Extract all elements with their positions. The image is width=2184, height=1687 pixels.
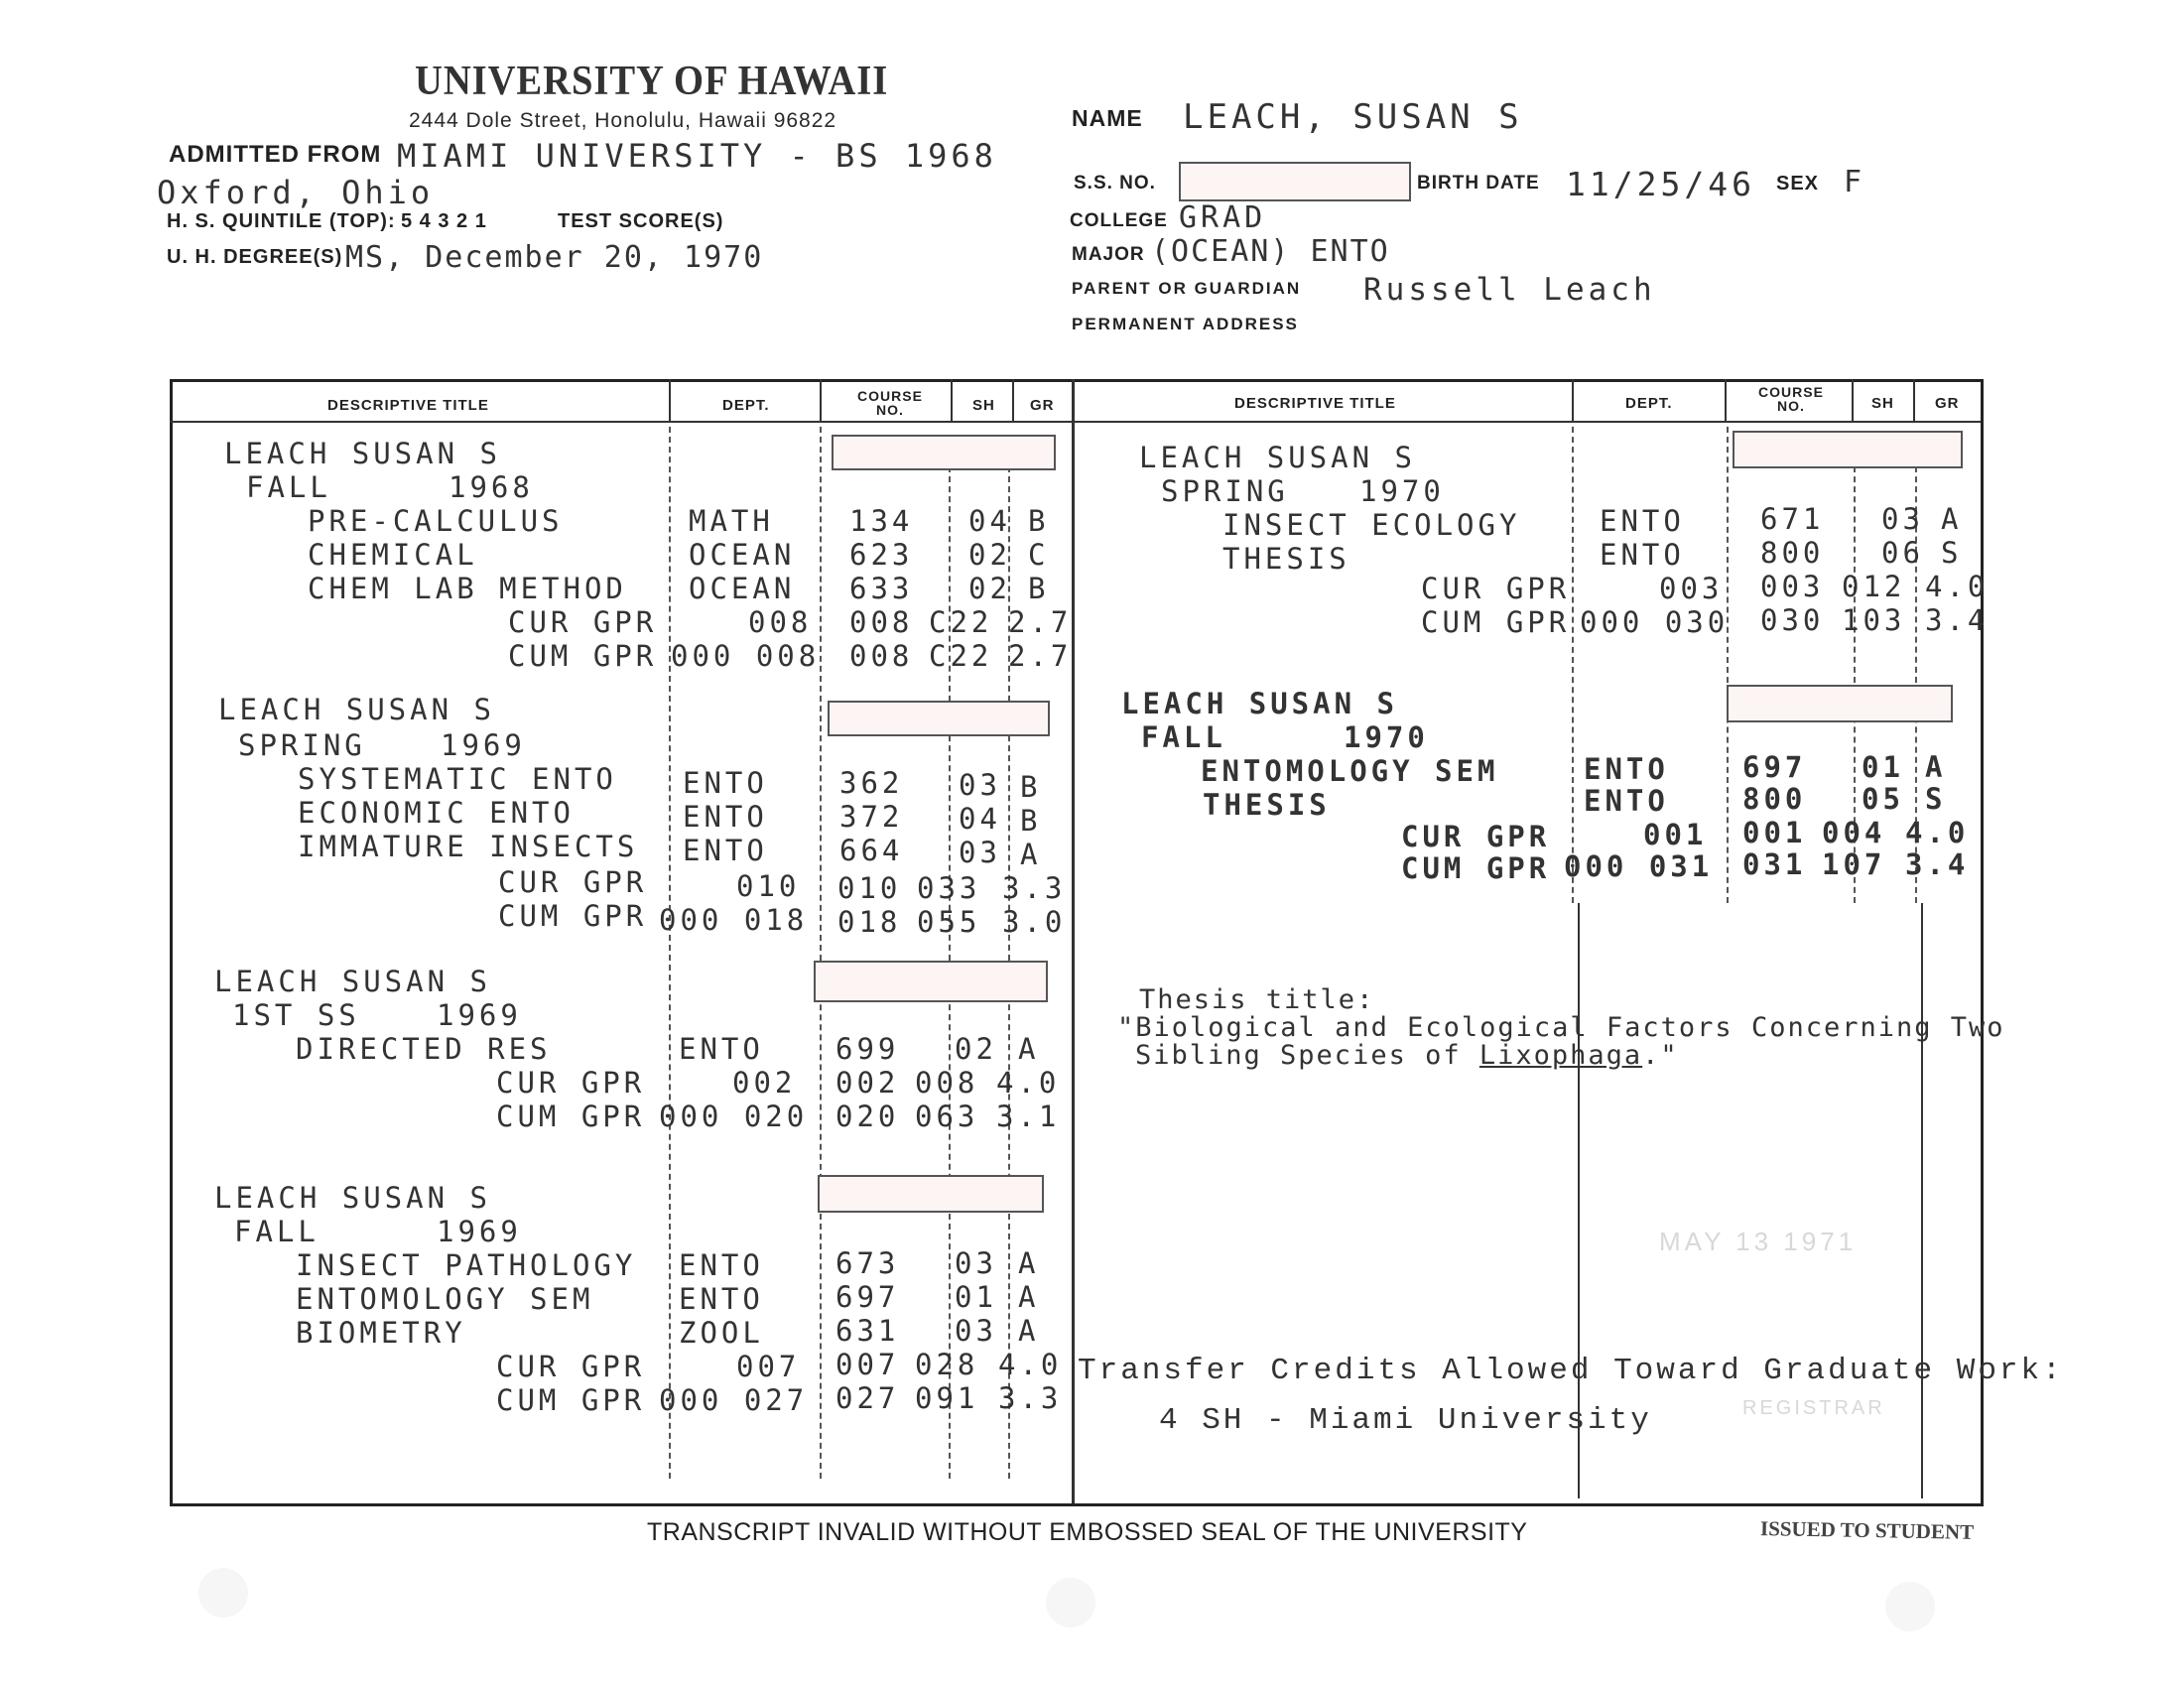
redaction <box>818 1175 1044 1213</box>
birth-date-label: BIRTH DATE <box>1417 173 1540 194</box>
course-no: 697 <box>835 1280 900 1314</box>
course-no: 372 <box>839 800 904 834</box>
course-gr: B <box>1028 504 1050 538</box>
course-no: 697 <box>1742 750 1807 784</box>
cur-gpr-label: CUR GPR <box>498 865 648 899</box>
seal-emboss-mark <box>1885 1582 1935 1631</box>
cur-gpr-d: 4.0 <box>998 1348 1063 1381</box>
permanent-address-label: PERMANENT ADDRESS <box>1072 315 1299 333</box>
degree-value: MS, December 20, 1970 <box>345 240 764 275</box>
issued-to-student-stamp: ISSUED TO STUDENT <box>1759 1516 1975 1544</box>
col-header-dept-right: DEPT. <box>1625 395 1673 412</box>
seal-notice: TRANSCRIPT INVALID WITHOUT EMBOSSED SEAL OF THE UNIVERSITY <box>647 1518 1528 1546</box>
thesis-title-line2 <box>1135 1040 1679 1071</box>
col-header-gr-left: GR <box>1030 397 1055 414</box>
course-sh: 04 <box>968 504 1011 538</box>
term: SPRING <box>238 728 366 762</box>
term-year: 1968 <box>449 470 534 504</box>
name-label: NAME <box>1072 105 1143 131</box>
col-guide <box>820 427 822 1479</box>
term: SPRING <box>1161 474 1289 508</box>
cum-gpr-c: 063 <box>915 1100 979 1133</box>
cur-gpr-b: 008 <box>849 605 914 639</box>
course-dept: OCEAN <box>689 572 796 605</box>
course-sh: 04 <box>959 802 1001 836</box>
course-sh: 01 <box>1862 750 1904 784</box>
university-name: UNIVERSITY OF HAWAII <box>415 59 889 104</box>
course-title: THESIS <box>1203 788 1331 822</box>
cum-gpr-c: 103 <box>1842 603 1906 637</box>
col-header-title-left: DESCRIPTIVE TITLE <box>327 397 489 414</box>
course-no: 134 <box>849 504 914 538</box>
cum-gpr-b: 020 <box>835 1100 900 1133</box>
course-title: INSECT ECOLOGY <box>1222 508 1521 542</box>
col-header-sh-left: SH <box>972 397 995 414</box>
course-no: 631 <box>835 1314 900 1348</box>
col-divider <box>1725 379 1727 423</box>
cur-gpr-a: 003 <box>1659 572 1724 605</box>
cur-gpr-a: 008 <box>748 605 813 639</box>
transfer-credits-line1: Transfer Credits Allowed Toward Graduate Work: <box>1078 1354 2064 1388</box>
college-value: GRAD <box>1179 200 1267 235</box>
header-row-divider <box>170 421 1981 423</box>
cum-gpr-a: 000 008 <box>671 639 821 673</box>
course-sh: 02 <box>968 538 1011 572</box>
col-header-dept-left: DEPT. <box>722 397 770 414</box>
course-dept: ENTO <box>1584 752 1669 786</box>
cum-gpr-c: 107 <box>1822 847 1886 881</box>
course-title: THESIS <box>1222 542 1350 576</box>
admitted-city: Oxford, Ohio <box>157 174 435 211</box>
registrar-stamp: REGISTRAR <box>1742 1397 1885 1419</box>
col-header-gr-right: GR <box>1935 395 1960 412</box>
thesis-line2-suffix: ." <box>1642 1040 1679 1071</box>
cum-gpr-a: 000 020 <box>659 1100 809 1133</box>
cur-gpr-c: 008 <box>915 1066 979 1100</box>
course-sh: 03 <box>1881 502 1924 536</box>
course-dept: ZOOL <box>679 1316 764 1350</box>
ss-redaction <box>1179 162 1411 201</box>
course-gr: A <box>1018 1314 1040 1348</box>
major-label: MAJOR <box>1072 244 1145 265</box>
university-address: 2444 Dole Street, Honolulu, Hawaii 96822 <box>409 109 837 132</box>
course-no: 664 <box>839 834 904 867</box>
cur-gpr-d: 4.0 <box>996 1066 1061 1100</box>
cur-gpr-b: 003 <box>1760 570 1825 603</box>
term-year: 1969 <box>437 1215 522 1248</box>
cur-gpr-b: 002 <box>835 1066 900 1100</box>
cur-gpr-label: CUR GPR <box>508 605 658 639</box>
sex-value: F <box>1844 165 1866 199</box>
seal-emboss-mark <box>198 1568 248 1618</box>
course-sh: 03 <box>959 768 1001 802</box>
sex-label: SEX <box>1776 173 1820 195</box>
col-guide <box>1727 427 1729 903</box>
cum-gpr-a: 000 018 <box>659 903 809 937</box>
col-divider <box>951 379 953 423</box>
name-value: LEACH, SUSAN S <box>1183 97 1523 137</box>
term: FALL <box>246 470 331 504</box>
cum-gpr-c: C22 <box>929 639 993 673</box>
course-title: ENTOMOLOGY SEM <box>296 1282 594 1316</box>
student-name: LEACH SUSAN S <box>224 437 501 470</box>
course-no: 800 <box>1742 782 1807 816</box>
degree-label: U. H. DEGREE(S) <box>167 246 343 268</box>
course-gr: A <box>1018 1032 1040 1066</box>
cur-gpr-d: 2.7 <box>1008 605 1073 639</box>
course-sh: 03 <box>959 836 1001 869</box>
cur-gpr-d: 4.0 <box>1905 816 1970 849</box>
seal-emboss-mark <box>1046 1578 1095 1627</box>
test-scores-label: TEST SCORE(S) <box>558 210 724 232</box>
student-name: LEACH SUSAN S <box>1139 441 1416 474</box>
cur-gpr-b: 007 <box>835 1348 900 1381</box>
cur-gpr-d: 3.3 <box>1002 871 1067 905</box>
course-no: 673 <box>835 1246 900 1280</box>
term: FALL <box>1141 720 1226 754</box>
term-year: 1970 <box>1344 720 1429 754</box>
course-title: ENTOMOLOGY SEM <box>1201 754 1499 788</box>
cur-gpr-b: 010 <box>837 871 902 905</box>
course-gr: C <box>1028 538 1050 572</box>
redaction <box>828 701 1050 736</box>
course-title: DIRECTED RES <box>296 1032 552 1066</box>
redaction <box>1733 431 1963 468</box>
cum-gpr-a: 000 030 <box>1580 605 1730 639</box>
cum-gpr-label: CUM GPR <box>498 899 648 933</box>
course-gr: A <box>1018 1246 1040 1280</box>
term-year: 1969 <box>441 728 526 762</box>
cum-gpr-d: 3.3 <box>998 1381 1063 1415</box>
course-title: PRE-CALCULUS <box>308 504 564 538</box>
cum-gpr-label: CUM GPR <box>1421 605 1571 639</box>
course-gr: A <box>1020 838 1042 871</box>
course-sh: 01 <box>955 1280 997 1314</box>
course-title: ECONOMIC ENTO <box>298 796 575 830</box>
course-dept: ENTO <box>679 1032 764 1066</box>
course-dept: ENTO <box>683 766 768 800</box>
cum-gpr-a: 000 031 <box>1564 849 1714 883</box>
cum-gpr-a: 000 027 <box>659 1383 809 1417</box>
course-title: CHEM LAB METHOD <box>308 572 627 605</box>
col-header-sh-right: SH <box>1871 395 1894 412</box>
parent-guardian-value: Russell Leach <box>1363 272 1656 308</box>
cur-gpr-label: CUR GPR <box>1401 820 1551 853</box>
major-value: (OCEAN) ENTO <box>1151 234 1390 269</box>
col-guide <box>1921 903 1923 1498</box>
quintile-values: 5 4 3 2 1 <box>401 210 487 232</box>
term-year: 1969 <box>437 998 522 1032</box>
cum-gpr-b: 030 <box>1760 603 1825 637</box>
term: FALL <box>234 1215 320 1248</box>
parent-guardian-label: PARENT OR GUARDIAN <box>1072 279 1302 298</box>
course-no: 699 <box>835 1032 900 1066</box>
col-header-course-left: COURSE NO. <box>857 388 923 418</box>
cur-gpr-c: 004 <box>1822 816 1886 849</box>
course-no: 362 <box>839 766 904 800</box>
cum-gpr-d: 3.4 <box>1905 847 1970 881</box>
col-header-title-right: DESCRIPTIVE TITLE <box>1234 395 1396 412</box>
cur-gpr-a: 010 <box>736 869 801 903</box>
course-sh: 02 <box>968 572 1011 605</box>
course-gr: B <box>1020 804 1042 838</box>
cur-gpr-c: 012 <box>1842 570 1906 603</box>
redaction <box>1727 685 1953 722</box>
received-date-stamp: MAY 13 1971 <box>1659 1227 1858 1256</box>
student-name: LEACH SUSAN S <box>214 1181 491 1215</box>
redaction <box>814 961 1048 1002</box>
col-divider <box>1913 379 1915 423</box>
center-divider <box>1072 379 1075 1503</box>
cur-gpr-c: 028 <box>915 1348 979 1381</box>
cur-gpr-b: 001 <box>1742 816 1807 849</box>
thesis-title-line1: "Biological and Ecological Factors Concerning Two <box>1117 1012 2005 1043</box>
college-label: COLLEGE <box>1070 210 1168 231</box>
admitted-from-label: ADMITTED FROM <box>169 141 382 168</box>
course-dept: ENTO <box>683 834 768 867</box>
col-divider <box>1852 379 1854 423</box>
cum-gpr-b: 031 <box>1742 847 1807 881</box>
student-name: LEACH SUSAN S <box>218 693 495 726</box>
cum-gpr-b: 008 <box>849 639 914 673</box>
course-gr: S <box>1925 782 1947 816</box>
course-no: 623 <box>849 538 914 572</box>
cum-gpr-b: 027 <box>835 1381 900 1415</box>
course-sh: 05 <box>1862 782 1904 816</box>
col-guide <box>1572 427 1574 903</box>
cum-gpr-c: 055 <box>917 905 981 939</box>
term: 1ST SS <box>232 998 360 1032</box>
cum-gpr-label: CUM GPR <box>508 639 658 673</box>
course-title: BIOMETRY <box>296 1316 466 1350</box>
col-divider <box>669 379 671 423</box>
cum-gpr-d: 3.4 <box>1925 603 1990 637</box>
cum-gpr-d: 3.0 <box>1002 905 1067 939</box>
course-dept: OCEAN <box>689 538 796 572</box>
course-sh: 03 <box>955 1246 997 1280</box>
cum-gpr-d: 3.1 <box>996 1100 1061 1133</box>
course-no: 633 <box>849 572 914 605</box>
birth-date-value: 11/25/46 <box>1566 165 1755 203</box>
col-divider <box>1012 379 1014 423</box>
col-divider <box>1572 379 1574 423</box>
course-title: IMMATURE INSECTS <box>298 830 639 863</box>
cur-gpr-a: 002 <box>732 1066 797 1100</box>
admitted-from-value: MIAMI UNIVERSITY - BS 1968 <box>397 137 997 175</box>
course-gr: S <box>1941 536 1963 570</box>
course-no: 671 <box>1760 502 1825 536</box>
cur-gpr-c: C22 <box>929 605 993 639</box>
col-header-course-right: COURSE NO. <box>1758 384 1824 414</box>
course-dept: ENTO <box>683 800 768 834</box>
course-gr: A <box>1018 1280 1040 1314</box>
student-name: LEACH SUSAN S <box>1121 687 1398 720</box>
course-dept: ENTO <box>679 1248 764 1282</box>
course-gr: A <box>1941 502 1963 536</box>
course-title: SYSTEMATIC ENTO <box>298 762 617 796</box>
course-dept: MATH <box>689 504 774 538</box>
course-dept: ENTO <box>1600 538 1685 572</box>
student-name: LEACH SUSAN S <box>214 965 491 998</box>
course-gr: B <box>1020 770 1042 804</box>
course-sh: 06 <box>1881 536 1924 570</box>
course-no: 800 <box>1760 536 1825 570</box>
cur-gpr-label: CUR GPR <box>496 1350 646 1383</box>
course-gr: B <box>1028 572 1050 605</box>
quintile-label: H. S. QUINTILE (TOP): <box>167 210 396 232</box>
cur-gpr-label: CUR GPR <box>1421 572 1571 605</box>
term-year: 1970 <box>1359 474 1445 508</box>
course-sh: 03 <box>955 1314 997 1348</box>
course-gr: A <box>1925 750 1947 784</box>
cum-gpr-b: 018 <box>837 905 902 939</box>
redaction <box>832 435 1056 470</box>
course-dept: ENTO <box>679 1282 764 1316</box>
col-guide <box>669 427 671 1479</box>
transfer-credits-line2: 4 SH - Miami University <box>1159 1403 1652 1438</box>
thesis-label: Thesis title: <box>1139 984 1375 1015</box>
course-sh: 02 <box>955 1032 997 1066</box>
cur-gpr-d: 4.0 <box>1925 570 1990 603</box>
thesis-line2-prefix: Sibling Species of <box>1135 1040 1479 1071</box>
cum-gpr-d: 2.7 <box>1008 639 1073 673</box>
cum-gpr-label: CUM GPR <box>1401 851 1551 885</box>
cur-gpr-label: CUR GPR <box>496 1066 646 1100</box>
course-title: INSECT PATHOLOGY <box>296 1248 637 1282</box>
cur-gpr-a: 007 <box>736 1350 801 1383</box>
cum-gpr-label: CUM GPR <box>496 1383 646 1417</box>
cur-gpr-a: 001 <box>1643 818 1708 851</box>
cum-gpr-c: 091 <box>915 1381 979 1415</box>
cum-gpr-label: CUM GPR <box>496 1100 646 1133</box>
course-dept: ENTO <box>1600 504 1685 538</box>
col-divider <box>820 379 822 423</box>
course-title: CHEMICAL <box>308 538 478 572</box>
cur-gpr-c: 033 <box>917 871 981 905</box>
course-dept: ENTO <box>1584 784 1669 818</box>
ss-label: S.S. NO. <box>1074 173 1156 194</box>
thesis-genus: Lixophaga <box>1478 1040 1643 1071</box>
